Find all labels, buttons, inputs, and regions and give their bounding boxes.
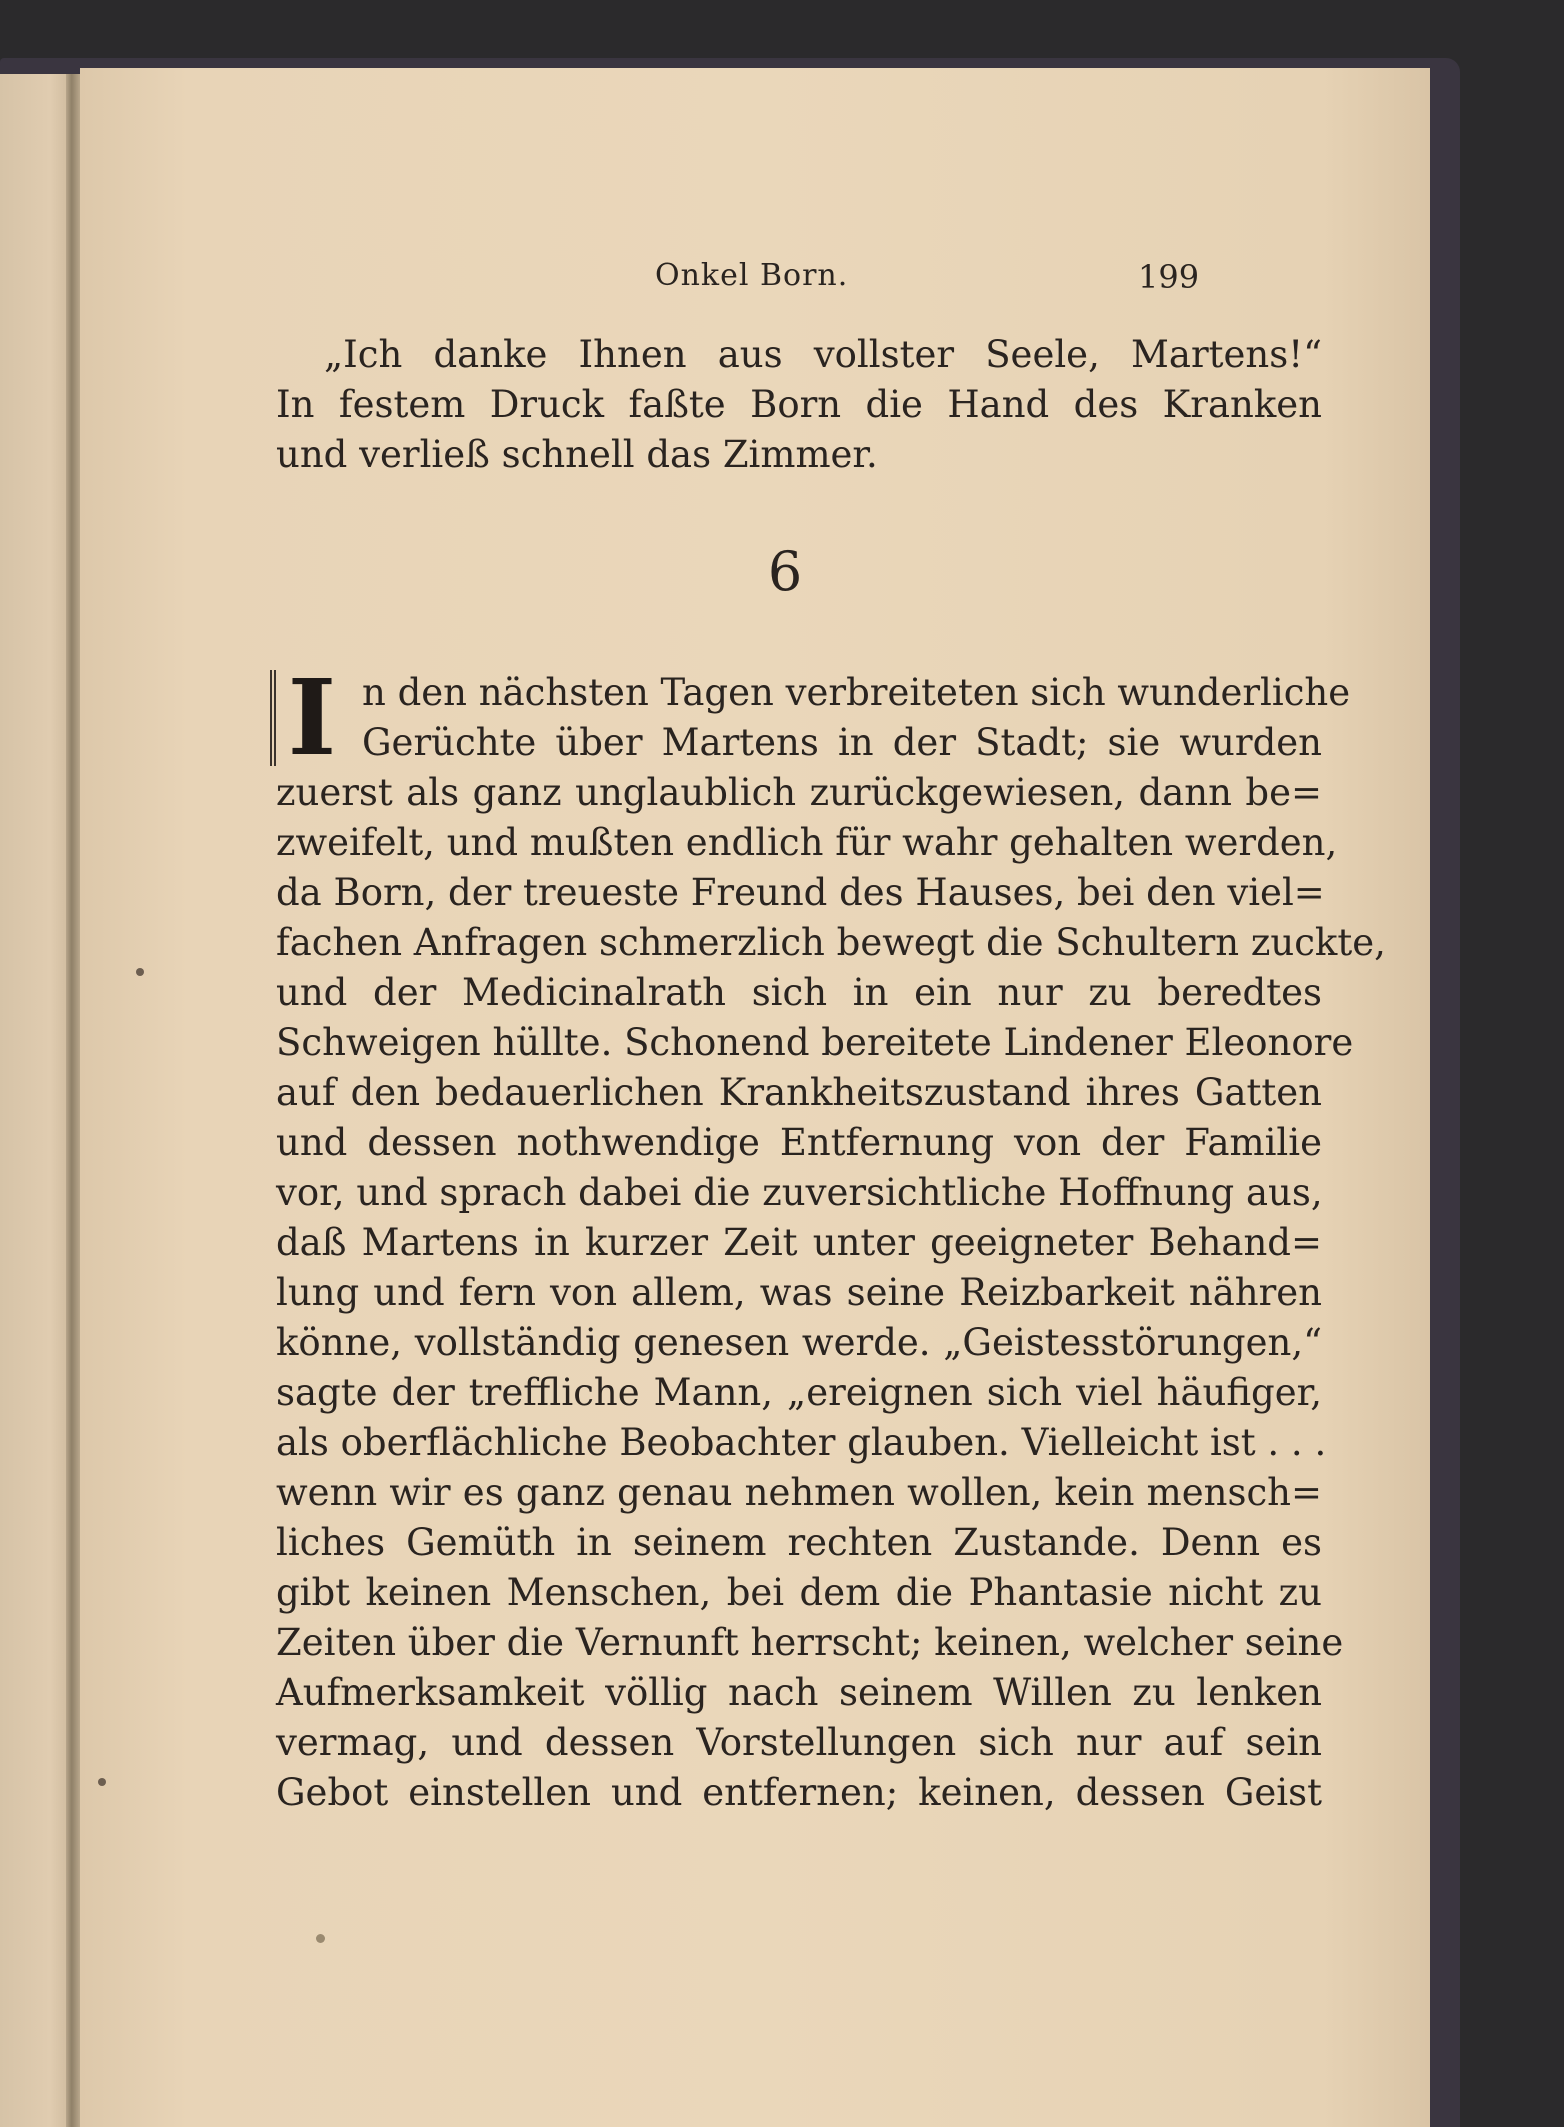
main-paragraph xyxy=(276,656,1386,1818)
text-line: als oberflächliche Beobachter glauben. Vielleicht ist . . . xyxy=(276,1421,1327,1464)
text-line: Gerüchte über Martens in der Stadt; sie wurden xyxy=(362,721,1322,764)
text-line: n den nächsten Tagen verbreiteten sich wunderliche xyxy=(362,671,1351,714)
text-line: und verließ schnell das Zimmer. xyxy=(276,433,878,476)
text-line: fachen Anfragen schmerzlich bewegt die Schultern zuckte, xyxy=(276,921,1386,964)
text-line: vermag, und dessen Vorstellungen sich nur auf sein xyxy=(276,1721,1322,1764)
drop-cap-initial: I xyxy=(270,670,348,766)
chapter-number: 6 xyxy=(767,540,803,603)
page-number: 199 xyxy=(1138,258,1200,296)
text-line: auf den bedauerlichen Krankheitszustand ihres Gatten xyxy=(276,1071,1322,1114)
book-gutter xyxy=(66,74,80,2127)
book-page xyxy=(80,68,1430,2127)
paper-speck xyxy=(136,968,144,976)
text-line: zuerst als ganz unglaublich zurückgewiesen, dann be= xyxy=(276,771,1322,814)
running-title: Onkel Born. xyxy=(655,258,849,293)
text-line: könne, vollständig genesen werde. „Geistesstörungen,“ xyxy=(276,1321,1322,1364)
running-head xyxy=(80,258,1430,308)
text-line: gibt keinen Menschen, bei dem die Phantasie nicht zu xyxy=(276,1571,1322,1614)
text-line: Gebot einstellen und entfernen; keinen, dessen Geist xyxy=(276,1771,1322,1814)
text-line: und dessen nothwendige Entfernung von der Familie xyxy=(276,1121,1322,1164)
text-line: Zeiten über die Vernunft herrscht; keinen, welcher seine xyxy=(276,1621,1344,1664)
text-line: Schweigen hüllte. Schonend bereitete Lindener Eleonore xyxy=(276,1021,1354,1064)
previous-page-edge xyxy=(0,74,72,2127)
paper-speck xyxy=(98,1778,106,1786)
text-line: sagte der treffliche Mann, „ereignen sich viel häufiger, xyxy=(276,1371,1322,1414)
closing-paragraph xyxy=(276,330,1322,480)
text-line: liches Gemüth in seinem rechten Zustande. Denn es xyxy=(276,1521,1322,1564)
text-line: zweifelt, und mußten endlich für wahr gehalten werden, xyxy=(276,821,1338,864)
text-line: da Born, der treueste Freund des Hauses, bei den viel= xyxy=(276,871,1325,914)
text-line: wenn wir es ganz genau nehmen wollen, kein mensch= xyxy=(276,1471,1322,1514)
paper-speck xyxy=(316,1934,325,1943)
text-line: In festem Druck faßte Born die Hand des Kranken xyxy=(276,383,1322,426)
text-line: und der Medicinalrath sich in ein nur zu beredtes xyxy=(276,971,1322,1014)
text-line: lung und fern von allem, was seine Reizbarkeit nähren xyxy=(276,1271,1322,1314)
text-line: daß Martens in kurzer Zeit unter geeigneter Behand= xyxy=(276,1221,1322,1264)
text-line: vor, und sprach dabei die zuversichtliche Hoffnung aus, xyxy=(276,1171,1323,1214)
text-line: Aufmerksamkeit völlig nach seinem Willen zu lenken xyxy=(276,1671,1322,1714)
text-line: „Ich danke Ihnen aus vollster Seele, Martens!“ xyxy=(324,333,1322,376)
